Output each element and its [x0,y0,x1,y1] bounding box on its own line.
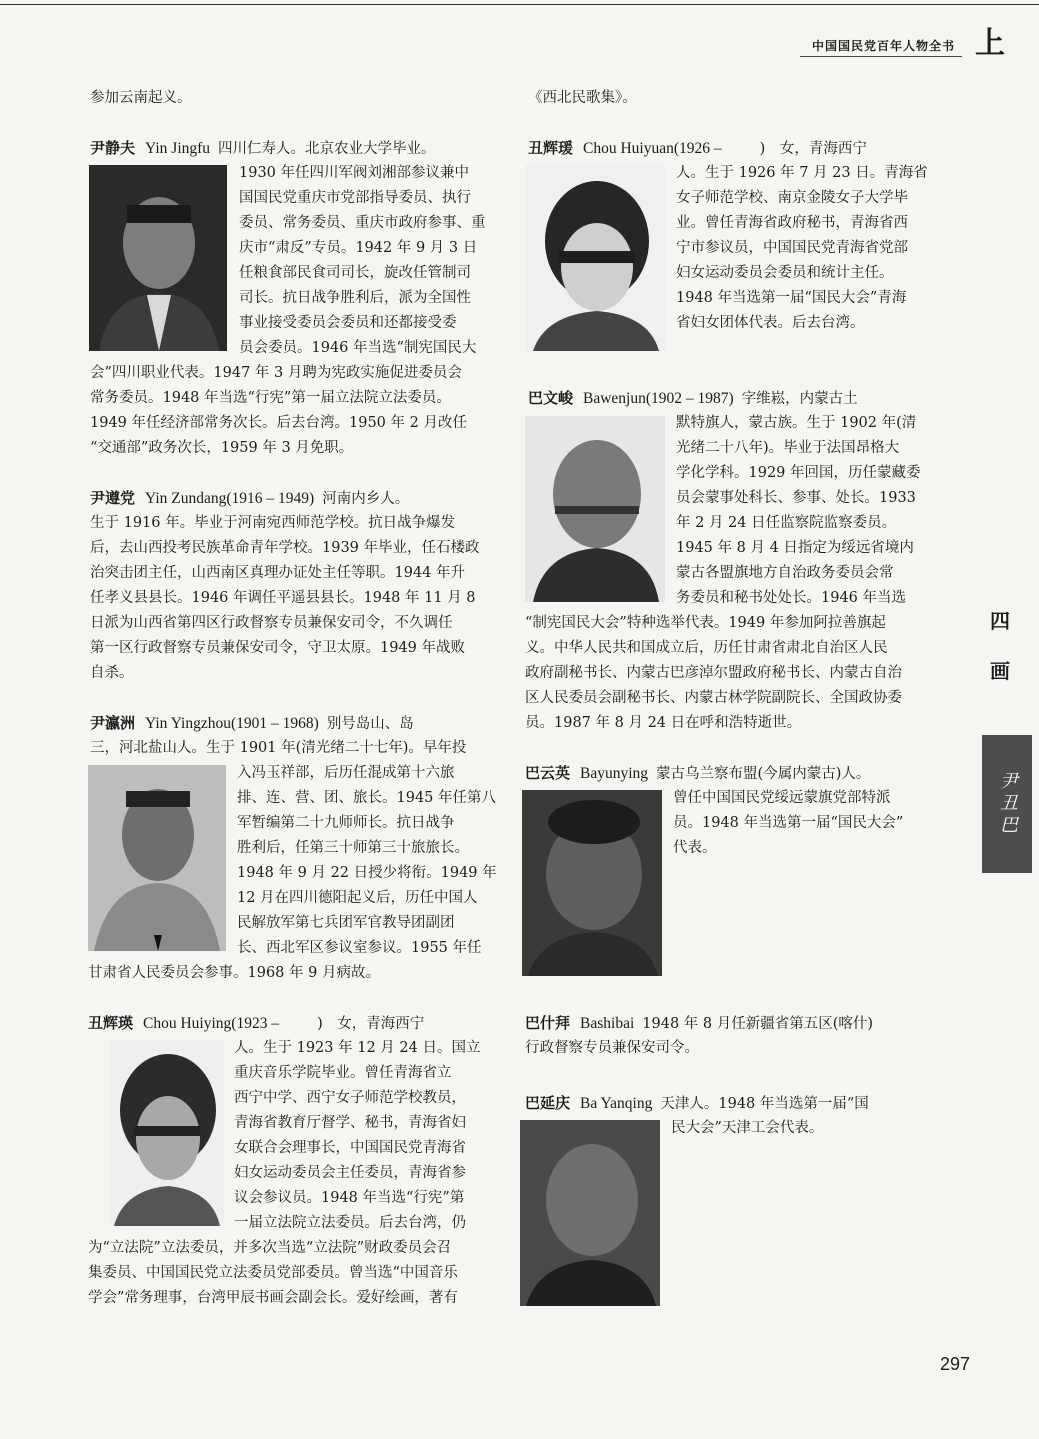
person-name: 丑辉瑗 [528,139,574,157]
entry-text: 排、连、营、团、旅长。1945 年任第八 [237,790,497,806]
entry-text: 人。生于 1923 年 12 月 24 日。国立 [234,1040,481,1056]
entry-text: 庆市“肃反”专员。1942 年 9 月 3 日 [239,240,478,256]
entry-text: 天津人。1948 年当选第一届“国 [660,1096,869,1112]
entry-text: 司长。抗日战争胜利后，派为全国性 [239,290,471,306]
entry-text: 三，河北盐山人。生于 1901 年(清光绪二十七年)。早年投 [90,740,467,756]
entry-text: 长、西北军区参议室参议。1955 年任 [237,940,482,956]
entry-text: 员。1987 年 8 月 24 日在呼和浩特逝世。 [525,715,802,731]
entry-text: 妇女运动委员会主任委员，青海省参 [234,1165,466,1181]
entry-text: 自杀。 [90,665,134,681]
index-tab-label: 尹丑巴 [997,771,1018,837]
portrait-photo [525,165,665,351]
entry-text: 员会委员。1946 年当选“制宪国民大 [239,340,477,356]
volume-mark: 上 [975,26,1005,61]
entry-text: 民解放军第七兵团军官教导团副团 [237,915,455,931]
entry-heading [525,1091,869,1117]
entry-text: 后，去山西投考民族革命青年学校。1939 年毕业，任石楼政 [90,540,480,556]
person-name: 巴文峻 [528,389,574,407]
portrait-photo [89,165,227,351]
entry-text: 员会蒙事处科长、参事、处长。1933 [676,490,916,506]
entry-text: 会”四川职业代表。1947 年 3 月聘为宪政实施促进委员会 [90,365,462,381]
entry-text: 字维崧，内蒙古土 [741,391,858,407]
entry-text: 人。生于 1926 年 7 月 23 日。青海省 [676,165,928,181]
entry-text: 甘肃省人民委员会参事。1968 年 9 月病故。 [88,965,380,981]
entry-heading [525,761,870,787]
person-name: 尹遵党 [90,489,136,507]
person-name: 巴延庆 [525,1094,571,1112]
entry-text: 务委员和秘书处处长。1946 年当选 [676,590,907,606]
entry-heading [90,711,414,737]
entry-text: 任孝义县县长。1946 年调任平遥县县长。1948 年 11 月 8 [90,590,476,606]
entry-text: 委员、常务委员、重庆市政府参事、重 [239,215,486,231]
entry-text: 政府副秘书长、内蒙古巴彦淖尔盟政府秘书长、内蒙古自治 [525,665,902,681]
entry-text: 义。中华人民共和国成立后，历任甘肃省肃北自治区人民 [525,640,888,656]
entry-heading [90,136,436,162]
entry-text: 1948 年当选第一届“国民大会”青海 [676,290,907,306]
top-rule [0,4,1039,5]
entry-text: 省妇女团体代表。后去台湾。 [676,315,865,331]
entry-text: 第一区行政督察专员兼保安司令，守卫太原。1949 年战败 [90,640,466,656]
entry-heading [528,136,867,162]
person-latin-name: Ba Yanqing [580,1095,653,1112]
entry-text: 为“立法院”立法委员，并多次当选“立法院”财政委员会召 [88,1240,452,1256]
entry-text: “制宪国民大会”特种选举代表。1949 年参加阿拉善旗起 [525,615,886,631]
person-latin-name: Bashibai [580,1015,635,1032]
person-latin-name: Chou Huiying(1923 – [143,1015,280,1032]
entry-text: 默特旗人，蒙古族。生于 1902 年(清 [676,415,917,431]
entry-heading [525,1011,873,1037]
entry-text: 曾任中国国民党绥远蒙旗党部特派 [673,790,891,806]
person-name: 巴云英 [525,764,571,782]
entry-text: ) 女，青海西宁 [317,1016,425,1032]
portrait-photo [110,1040,224,1226]
entry-text: 议会参议员。1948 年当选“行宪”第 [234,1190,465,1206]
entry-text: 军暂编第二十九师师长。抗日战争 [237,815,455,831]
entry-text: ) 女，青海西宁 [759,141,867,157]
portrait-photo [520,1120,660,1306]
entry-text: 四川仁寿人。北京农业大学毕业。 [218,141,436,157]
entry-heading [528,386,858,412]
entry-text: 1945 年 8 月 4 日指定为绥远省境内 [676,540,914,556]
entry-text: 民大会”天津工会代表。 [671,1120,824,1136]
person-latin-name: Yin Yingzhou(1901 – 1968) [145,715,319,732]
entry-text: 蒙古各盟旗地方自治政务委员会常 [676,565,894,581]
person-latin-name: Bayunying [580,765,649,782]
entry-text: 女联合会理事长，中国国民党青海省 [234,1140,466,1156]
entry-text: 妇女运动委员会委员和统计主任。 [676,265,894,281]
entry-text: 学会”常务理事，台湾甲辰书画会副会长。爱好绘画，著有 [88,1290,458,1306]
entry-text: 女子师范学校、南京金陵女子大学毕 [676,190,908,206]
portrait-photo [88,765,226,951]
stroke-count-label: 四 [990,609,1010,633]
book-title: 中国国民党百年人物全书 [812,39,956,53]
entry-text: 12 月在四川德阳起义后，历任中国人 [237,890,478,906]
entry-text: 常务委员。1948 年当选“行宪”第一届立法院立法委员。 [90,390,451,406]
carry-over-left: 参加云南起义。 [90,90,192,106]
entry-text: 年 2 月 24 日任监察院监察委员。 [676,515,897,531]
entry-text: “交通部”政务次长，1959 年 3 月免职。 [90,440,354,456]
entry-text: 任粮食部民食司司长，旋改任管制司 [239,265,471,281]
person-latin-name: Chou Huiyuan(1926 – [583,140,722,157]
carry-over-right: 《西北民歌集》。 [528,90,637,106]
page-number: 297 [940,1354,971,1374]
entry-text: 代表。 [673,840,717,856]
entry-heading [90,486,409,512]
entry-text: 员。1948 年当选第一届“国民大会” [673,815,904,831]
stroke-count-label: 画 [990,659,1010,683]
person-latin-name: Yin Zundang(1916 – 1949) [145,490,315,507]
entry-text: 西宁中学、西宁女子师范学校教员， [234,1090,466,1106]
person-name: 尹瀛洲 [90,714,136,732]
header-rule [800,56,962,57]
entry-text: 1948 年 8 月任新疆省第五区(喀什) [642,1016,874,1032]
entry-text: 国国民党重庆市党部指导委员、执行 [239,190,471,206]
person-name: 尹静夫 [90,139,136,157]
entry-text: 治突击团主任，山西南区真理办证处主任等职。1944 年升 [90,565,466,581]
entry-text: 重庆音乐学院毕业。曾任青海省立 [234,1065,452,1081]
portrait-photo [522,790,662,976]
entry-text: 日派为山西省第四区行政督察专员兼保安司令，不久调任 [90,615,453,631]
entry-text: 行政督察专员兼保安司令。 [525,1040,699,1056]
person-name: 巴什拜 [525,1014,571,1032]
person-latin-name: Bawenjun(1902 – 1987) [583,390,734,407]
entry-text: 胜利后，任第三十师第三十旅旅长。 [237,840,469,856]
entry-text: 学化学科。1929 年回国，历任蒙藏委 [676,465,921,481]
entry-text: 1949 年任经济部常务次长。后去台湾。1950 年 2 月改任 [90,415,467,431]
entry-text: 入冯玉祥部，后历任混成第十六旅 [237,765,455,781]
person-name: 丑辉瑛 [88,1014,134,1032]
entry-text: 别号岛山、岛 [326,716,414,732]
entry-text: 集委员、中国国民党立法委员党部委员。曾当选“中国音乐 [88,1265,458,1281]
entry-text: 1930 年任四川军阀刘湘部参议兼中 [239,165,470,181]
entry-text: 河南内乡人。 [322,491,410,507]
entry-text: 一届立法院立法委员。后去台湾，仍 [234,1215,466,1231]
portrait-photo [525,416,665,602]
entry-text: 光绪二十八年)。毕业于法国昂格大 [676,440,900,456]
entry-heading [88,1011,424,1037]
entry-text: 宁市参议员，中国国民党青海省党部 [676,240,908,256]
entry-text: 生于 1916 年。毕业于河南宛西师范学校。抗日战争爆发 [90,515,456,531]
entry-text: 蒙古乌兰察布盟(今属内蒙古)人。 [656,766,871,782]
entry-text: 业。曾任青海省政府秘书，青海省西 [676,215,908,231]
entry-text: 区人民委员会副秘书长、内蒙古林学院副院长、全国政协委 [525,690,902,706]
entry-text: 1948 年 9 月 22 日授少将衔。1949 年 [237,865,497,881]
index-tab [982,735,1032,873]
entry-text: 事业接受委员会委员和还都接受委 [239,315,457,331]
person-latin-name: Yin Jingfu [145,140,211,157]
entry-text: 青海省教育厅督学、秘书，青海省妇 [234,1115,466,1131]
